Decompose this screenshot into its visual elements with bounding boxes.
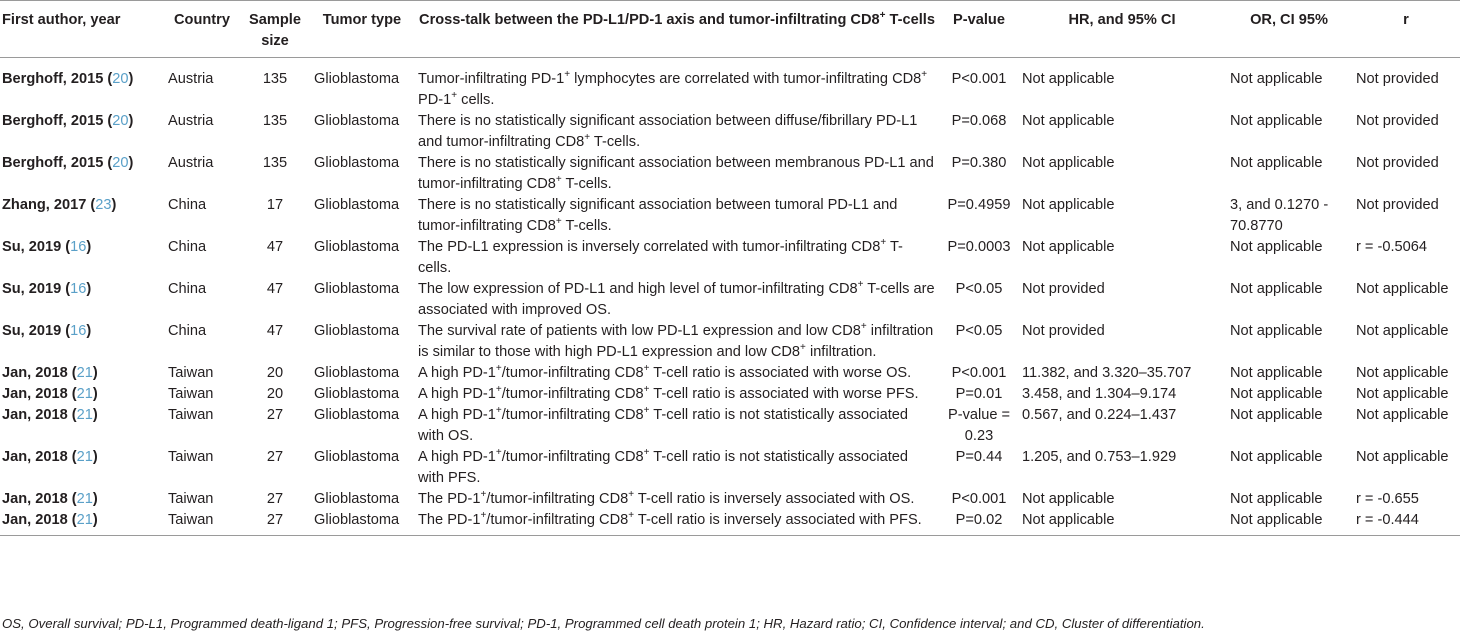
superscript: + xyxy=(628,510,635,522)
r-cell: Not applicable xyxy=(1356,365,1449,381)
hr-cell: Not applicable xyxy=(1022,491,1115,507)
author-cell: Jan, 2018 (21) xyxy=(0,510,164,536)
tumor-type-cell: Glioblastoma xyxy=(314,71,400,87)
header-p-value: P-value xyxy=(940,1,1018,58)
header-cross-talk-sup: + xyxy=(879,10,886,22)
cross-talk-cell xyxy=(414,510,940,536)
hr-cell: Not applicable xyxy=(1022,155,1115,171)
p-value-cell: P=0.02 xyxy=(940,510,1018,536)
author-cell: Jan, 2018 (21) xyxy=(2,386,98,402)
r-cell: Not provided xyxy=(1356,113,1439,129)
sample-size-cell: 135 xyxy=(262,113,288,129)
header-cross-talk xyxy=(414,1,940,58)
tumor-type-cell: Glioblastoma xyxy=(314,281,400,297)
cross-talk-cell xyxy=(414,363,940,384)
r-cell: Not applicable xyxy=(1356,449,1449,465)
or-cell: Not applicable xyxy=(1230,281,1323,297)
table-row xyxy=(0,195,1460,237)
table-row xyxy=(0,363,1460,384)
reference-link[interactable]: 21 xyxy=(76,407,93,423)
superscript: + xyxy=(643,447,650,459)
sample-size-cell: 17 xyxy=(266,197,284,213)
author-cell: Zhang, 2017 (23) xyxy=(2,197,117,213)
superscript: + xyxy=(628,489,635,501)
cross-talk-text: /tumor-infiltrating CD8 xyxy=(486,512,629,528)
author-year: Berghoff, 2015 xyxy=(2,113,104,129)
table-row xyxy=(0,279,1460,321)
country-cell: Taiwan xyxy=(168,491,214,507)
header-cross-talk-tail: T-cells xyxy=(885,12,935,28)
author-year: Jan, 2018 xyxy=(2,512,68,528)
table-row xyxy=(0,405,1460,447)
superscript: + xyxy=(555,174,562,186)
country-cell: Taiwan xyxy=(168,365,214,381)
hr-cell: Not applicable xyxy=(1022,71,1115,87)
hr-cell: Not applicable xyxy=(1022,113,1115,129)
reference-link[interactable]: 20 xyxy=(112,113,129,129)
table-row xyxy=(0,321,1460,363)
sample-size-cell: 20 xyxy=(266,365,284,381)
cross-talk-text: /tumor-infiltrating CD8 xyxy=(501,449,644,465)
superscript: + xyxy=(860,321,867,333)
country-cell: China xyxy=(168,323,207,339)
tumor-type-cell: Glioblastoma xyxy=(314,197,400,213)
reference-link[interactable]: 16 xyxy=(70,281,87,297)
reference-link[interactable]: 16 xyxy=(70,323,87,339)
superscript: + xyxy=(584,132,591,144)
cross-talk-text: A high PD-1 xyxy=(418,386,496,402)
p-value-cell: P=0.01 xyxy=(955,386,1003,402)
header-hr: HR, and 95% CI xyxy=(1018,1,1226,58)
p-value-cell: P<0.001 xyxy=(951,491,1007,507)
country-cell: Austria xyxy=(168,155,214,171)
hr-cell: Not applicable xyxy=(1022,239,1115,255)
author-year: Jan, 2018 xyxy=(2,365,68,381)
hr-cell: 3.458, and 1.304–9.174 xyxy=(1022,386,1177,402)
r-cell: r = -0.5064 xyxy=(1356,239,1427,255)
author-cell: Su, 2019 (16) xyxy=(2,239,92,255)
hr-cell: 0.567, and 0.224–1.437 xyxy=(1022,407,1177,423)
table-row xyxy=(0,153,1460,195)
r-cell: Not provided xyxy=(1356,155,1439,171)
r-cell: Not applicable xyxy=(1356,323,1449,339)
or-cell: Not applicable xyxy=(1230,323,1323,339)
superscript: + xyxy=(857,279,864,291)
reference-link[interactable]: 20 xyxy=(112,155,129,171)
or-cell: Not applicable xyxy=(1230,386,1323,402)
or-cell: Not applicable xyxy=(1230,449,1323,465)
sample-size-cell: 27 xyxy=(240,510,310,536)
sample-size-cell: 135 xyxy=(262,71,288,87)
cross-talk-cell xyxy=(414,405,940,447)
cross-talk-text: /tumor-infiltrating CD8 xyxy=(501,386,644,402)
table-row xyxy=(0,489,1460,510)
cross-talk-text: There is no statistically significant association between tumoral PD-L1 and tumor-infiltrating CD8 xyxy=(418,197,898,234)
sample-size-cell: 47 xyxy=(266,281,284,297)
author-year: Jan, 2018 xyxy=(2,491,68,507)
or-cell: Not applicable xyxy=(1230,239,1323,255)
reference-link[interactable]: 16 xyxy=(70,239,87,255)
r-cell: Not provided xyxy=(1356,197,1439,213)
cross-talk-text: T-cell ratio is associated with worse PFS. xyxy=(649,386,919,402)
reference-link[interactable]: 20 xyxy=(112,71,129,87)
p-value-cell: P=0.4959 xyxy=(947,197,1011,213)
p-value-cell: P=0.068 xyxy=(951,113,1007,129)
sample-size-cell: 20 xyxy=(266,386,284,402)
table-row xyxy=(0,384,1460,405)
tumor-type-cell: Glioblastoma xyxy=(314,491,400,507)
cross-talk-cell xyxy=(414,447,940,489)
header-country: Country xyxy=(164,1,240,58)
or-cell: 3, and 0.1270 - 70.8770 xyxy=(1230,197,1329,234)
cross-talk-text: /tumor-infiltrating CD8 xyxy=(486,491,629,507)
cross-talk-text: T-cell ratio is not statistically associated with OS. xyxy=(418,407,908,444)
reference-link[interactable]: 23 xyxy=(95,197,112,213)
cross-talk-cell xyxy=(414,195,940,237)
hr-cell: Not applicable xyxy=(1018,510,1226,536)
cross-talk-text: The PD-L1 expression is inversely correlated with tumor-infiltrating CD8 xyxy=(418,239,881,255)
country-cell: China xyxy=(168,197,207,213)
tumor-type-cell: Glioblastoma xyxy=(314,323,400,339)
tumor-type-cell: Glioblastoma xyxy=(314,113,400,129)
author-year: Su, 2019 xyxy=(2,323,62,339)
superscript: + xyxy=(564,69,571,81)
p-value-cell: P<0.05 xyxy=(955,281,1003,297)
table-row xyxy=(0,510,1460,536)
header-cross-talk-text: Cross-talk between the PD-L1/PD-1 axis and tumor-infiltrating CD8 xyxy=(419,12,880,28)
author-cell: Berghoff, 2015 (20) xyxy=(2,71,134,87)
cross-talk-cell xyxy=(414,58,940,112)
tumor-type-cell: Glioblastoma xyxy=(314,407,400,423)
cross-talk-text: There is no statistically significant association between diffuse/fibrillary PD-L1 and tumor-infiltrating CD8 xyxy=(418,113,918,150)
cross-talk-text: The low expression of PD-L1 and high level of tumor-infiltrating CD8 xyxy=(418,281,858,297)
superscript: + xyxy=(643,384,650,396)
r-cell: Not applicable xyxy=(1356,281,1449,297)
hr-cell: Not provided xyxy=(1022,281,1105,297)
cross-talk-text: There is no statistically significant association between membranous PD-L1 and tumor-infiltrating CD8 xyxy=(418,155,934,192)
sample-size-cell: 47 xyxy=(266,239,284,255)
or-cell: Not applicable xyxy=(1230,365,1323,381)
header-or: OR, CI 95% xyxy=(1226,1,1352,58)
reference-link[interactable]: 21 xyxy=(76,365,93,381)
hr-cell: 11.382, and 3.320–35.707 xyxy=(1022,365,1192,381)
header-author: First author, year xyxy=(0,1,164,58)
p-value-cell: P<0.05 xyxy=(955,323,1003,339)
author-cell: Berghoff, 2015 (20) xyxy=(2,155,134,171)
table-row xyxy=(0,237,1460,279)
table-header xyxy=(0,1,1460,58)
tumor-type-cell: Glioblastoma xyxy=(310,510,414,536)
p-value-cell: P=0.0003 xyxy=(947,239,1011,255)
tumor-type-cell: Glioblastoma xyxy=(314,239,400,255)
cross-talk-cell xyxy=(414,321,940,363)
country-cell: Austria xyxy=(168,71,214,87)
cross-talk-text: T-cell ratio is inversely associated with OS. xyxy=(634,491,915,507)
superscript: + xyxy=(880,237,887,249)
author-year: Berghoff, 2015 xyxy=(2,71,104,87)
r-cell: Not applicable xyxy=(1356,386,1449,402)
cross-talk-text: A high PD-1 xyxy=(418,365,496,381)
superscript: + xyxy=(451,90,458,102)
hr-cell: Not provided xyxy=(1022,323,1105,339)
or-cell: Not applicable xyxy=(1230,155,1323,171)
author-cell: Su, 2019 (16) xyxy=(2,281,92,297)
p-value-cell: P<0.001 xyxy=(951,365,1007,381)
tumor-type-cell: Glioblastoma xyxy=(314,365,400,381)
cross-talk-text: cells. xyxy=(457,92,495,108)
p-value-cell: P=0.44 xyxy=(955,449,1003,465)
table-body xyxy=(0,58,1460,536)
author-year: Jan, 2018 xyxy=(2,449,68,465)
author-year: Zhang, 2017 xyxy=(2,197,87,213)
sample-size-cell: 27 xyxy=(266,449,284,465)
table-footnote: OS, Overall survival; PD-L1, Programmed death-ligand 1; PFS, Progression-free survival; PD-1, Programmed cell death protein 1; HR, Hazard ratio; CI, Confidence interval; and CD, Cluster of differentiation. xyxy=(2,616,1205,631)
hr-cell: Not applicable xyxy=(1022,197,1115,213)
p-value-cell: P<0.001 xyxy=(951,71,1007,87)
tumor-type-cell: Glioblastoma xyxy=(314,449,400,465)
cross-talk-text: Tumor-infiltrating PD-1 xyxy=(418,71,565,87)
cross-talk-cell xyxy=(414,489,940,510)
author-cell: Su, 2019 (16) xyxy=(2,323,92,339)
author-year: Berghoff, 2015 xyxy=(2,155,104,171)
cross-talk-text: PD-1 xyxy=(418,92,452,108)
cross-talk-text: lymphocytes are correlated with tumor-infiltrating CD8 xyxy=(570,71,922,87)
author-cell: Jan, 2018 (21) xyxy=(2,407,98,423)
r-cell: Not provided xyxy=(1356,71,1439,87)
cross-talk-cell xyxy=(414,111,940,153)
country-cell: China xyxy=(168,281,207,297)
author-cell: Jan, 2018 (21) xyxy=(2,491,98,507)
cross-talk-text: T-cells. xyxy=(561,218,612,234)
reference-link[interactable]: 21 xyxy=(76,512,93,528)
superscript: + xyxy=(921,69,928,81)
superscript: + xyxy=(643,405,650,417)
cross-talk-text: The survival rate of patients with low PD-L1 expression and low CD8 xyxy=(418,323,861,339)
cross-talk-text: /tumor-infiltrating CD8 xyxy=(501,407,644,423)
country-cell: Taiwan xyxy=(164,510,240,536)
author-year: Su, 2019 xyxy=(2,239,62,255)
cross-talk-text: T-cells are associated with improved OS. xyxy=(418,281,935,318)
author-cell: Jan, 2018 (21) xyxy=(2,449,98,465)
sample-size-cell: 27 xyxy=(266,491,284,507)
or-cell: Not applicable xyxy=(1230,71,1323,87)
author-cell: Jan, 2018 (21) xyxy=(2,365,98,381)
header-tumor-type: Tumor type xyxy=(310,1,414,58)
cross-talk-text: T-cells. xyxy=(590,134,641,150)
or-cell: Not applicable xyxy=(1230,407,1323,423)
or-cell: Not applicable xyxy=(1230,113,1323,129)
r-cell: r = -0.655 xyxy=(1356,491,1419,507)
table-row xyxy=(0,447,1460,489)
cross-talk-text: T-cell ratio is inversely associated with PFS. xyxy=(634,512,922,528)
hr-cell: 1.205, and 0.753–1.929 xyxy=(1022,449,1177,465)
sample-size-cell: 135 xyxy=(262,155,288,171)
cross-talk-text: T-cells. xyxy=(561,176,612,192)
sample-size-cell: 47 xyxy=(266,323,284,339)
header-r: r xyxy=(1352,1,1460,58)
cross-talk-cell xyxy=(414,153,940,195)
cross-talk-text: T-cell ratio is associated with worse OS. xyxy=(649,365,912,381)
cross-talk-text: T-cells. xyxy=(418,239,903,276)
cross-talk-text: A high PD-1 xyxy=(418,407,496,423)
cross-talk-text: /tumor-infiltrating CD8 xyxy=(501,365,644,381)
tumor-type-cell: Glioblastoma xyxy=(314,386,400,402)
or-cell: Not applicable xyxy=(1230,491,1323,507)
header-row xyxy=(0,1,1460,58)
country-cell: China xyxy=(168,239,207,255)
reference-link[interactable]: 21 xyxy=(76,449,93,465)
cross-talk-text: infiltration is similar to those with high PD-L1 expression and low CD8 xyxy=(418,323,934,360)
reference-link[interactable]: 21 xyxy=(76,386,93,402)
cross-talk-text: T-cell ratio is not statistically associated with PFS. xyxy=(418,449,908,486)
author-year: Su, 2019 xyxy=(2,281,62,297)
table-row xyxy=(0,111,1460,153)
tumor-type-cell: Glioblastoma xyxy=(314,155,400,171)
author-year: Jan, 2018 xyxy=(2,407,68,423)
cross-talk-text: infiltration. xyxy=(805,344,877,360)
sample-size-cell: 27 xyxy=(266,407,284,423)
reference-link[interactable]: 21 xyxy=(76,491,93,507)
r-cell: r = -0.444 xyxy=(1352,510,1460,536)
superscript: + xyxy=(495,384,502,396)
superscript: + xyxy=(800,342,806,354)
table-row xyxy=(0,58,1460,112)
p-value-cell: P=0.380 xyxy=(951,155,1007,171)
superscript: + xyxy=(495,363,502,375)
country-cell: Taiwan xyxy=(168,449,214,465)
superscript: + xyxy=(495,405,502,417)
r-cell: Not applicable xyxy=(1356,407,1449,423)
superscript: + xyxy=(495,447,502,459)
cross-talk-text: The PD-1 xyxy=(418,491,481,507)
cross-talk-cell xyxy=(414,384,940,405)
author-cell: Berghoff, 2015 (20) xyxy=(2,113,134,129)
or-cell: Not applicable xyxy=(1226,510,1352,536)
p-value-cell: P-value = 0.23 xyxy=(947,407,1011,444)
cross-talk-cell xyxy=(414,279,940,321)
cross-talk-cell xyxy=(414,237,940,279)
country-cell: Austria xyxy=(168,113,214,129)
superscript: + xyxy=(555,216,562,228)
cross-talk-text: A high PD-1 xyxy=(418,449,496,465)
country-cell: Taiwan xyxy=(168,386,214,402)
superscript: + xyxy=(480,510,487,522)
header-sample-size: Sample size xyxy=(240,1,310,58)
cross-talk-text: The PD-1 xyxy=(418,512,481,528)
superscript: + xyxy=(643,363,650,375)
author-year: Jan, 2018 xyxy=(2,386,68,402)
superscript: + xyxy=(480,489,487,501)
country-cell: Taiwan xyxy=(168,407,214,423)
